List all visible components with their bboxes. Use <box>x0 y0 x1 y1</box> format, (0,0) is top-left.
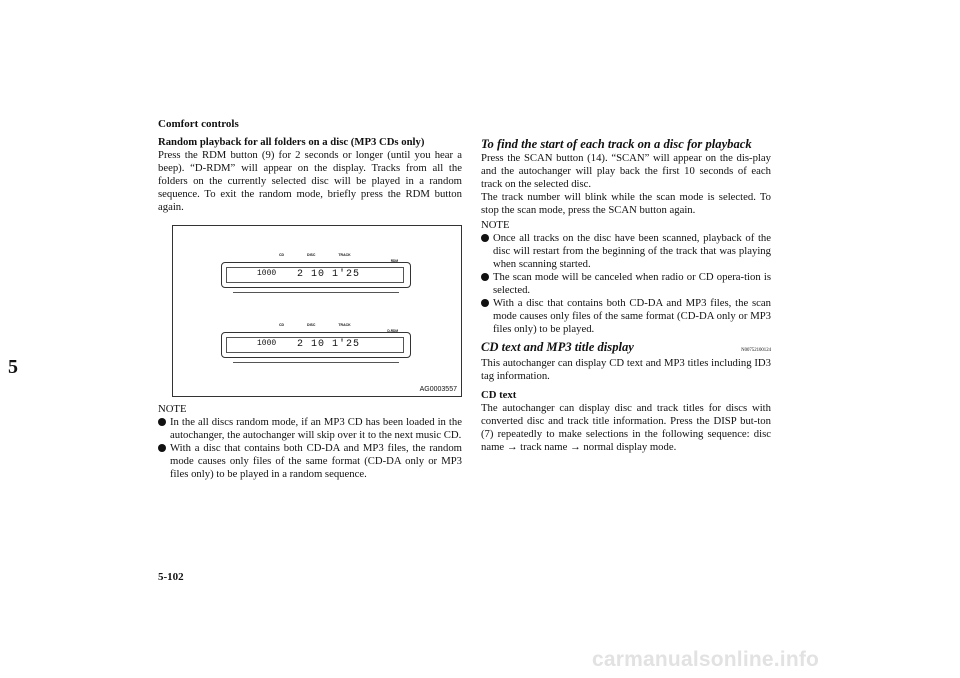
note-text: In the all discs random mode, if an MP3 CD has been loaded in the autochanger, the autochanger will skip over it to the next music CD. <box>170 416 462 441</box>
display-screen <box>221 259 411 288</box>
note-item <box>170 442 462 481</box>
note-label: NOTE <box>158 403 187 415</box>
scan-body-2: The track number will blink while the scan mode is selected. To stop the scan mode, press the SCAN button again. <box>481 191 771 216</box>
random-body: Press the RDM button (9) for 2 seconds or longer (until you hear a beep). “D-RDM” will appear on the display. Tracks from all the folders on the currently selected disc will be played in a random sequence. To exit the random mode, briefly press the RDM button again. <box>158 149 462 213</box>
display-left-text: 1000 <box>257 339 277 348</box>
display-panel-rdm <box>221 253 411 298</box>
right-column <box>481 137 771 454</box>
display-tabs <box>279 253 373 257</box>
random-heading: Random playback for all folders on a disc (MP3 CDs only) <box>158 136 425 148</box>
bullet-icon <box>481 299 489 307</box>
note-text: With a disc that contains both CD-DA and MP3 files, the scan mode causes only files of the same format (CD-DA only or MP3 files only) to be played. <box>493 297 771 335</box>
note-item <box>493 232 771 271</box>
cdtext-subheading: CD text <box>481 389 517 401</box>
note-text: The scan mode will be canceled when radio or CD opera-tion is selected. <box>493 271 771 296</box>
note-item <box>493 297 771 336</box>
cdtext-sub-body: The autochanger can display disc and track titles for discs with converted disc and track title information. Press the DISP but-ton (7) repeatedly to make selections in the following sequence: disc name → track name → normal display mode. <box>481 402 771 453</box>
display-screen <box>221 329 411 358</box>
display-segments: 2 10 1'25 <box>297 339 361 350</box>
section-code: N00752100124 <box>741 348 771 353</box>
display-inner <box>226 267 404 283</box>
display-panel-d-rdm <box>221 323 411 368</box>
tab-track-label: TRACK <box>338 323 351 327</box>
display-figure <box>172 225 462 397</box>
display-base-line <box>233 292 399 293</box>
display-base-line <box>233 362 399 363</box>
bullet-icon <box>158 444 166 452</box>
mode-tag: D-RDM <box>387 329 398 333</box>
note-text: With a disc that contains both CD-DA and MP3 files, the random mode causes only files of the same format (CD-DA only or MP3 files only) to be played in a random sequence. <box>170 442 462 480</box>
cdtext-heading: CD text and MP3 title display <box>481 340 634 354</box>
display-left-text: 1000 <box>257 269 277 278</box>
cdtext-heading-row <box>481 340 771 357</box>
watermark: carmanualsonline.info <box>592 648 820 671</box>
display-inner <box>226 337 404 353</box>
scan-body-1: Press the SCAN button (14). “SCAN” will appear on the dis-play and the autochanger will play back the first 10 seconds of each track on the selected disc. <box>481 152 771 190</box>
cdtext-body: This autochanger can display CD text and MP3 titles including ID3 tag information. <box>481 357 771 382</box>
bullet-icon <box>481 273 489 281</box>
scan-heading: To find the start of each track on a disc for playback <box>481 137 752 151</box>
chapter-tab: 5 <box>8 356 18 378</box>
mode-tag: RDM <box>390 259 398 263</box>
note-text: Once all tracks on the disc have been scanned, playback of the disc will restart from the beginning of the track that was playing when scanning started. <box>493 232 771 270</box>
bullet-icon <box>158 418 166 426</box>
note-item <box>493 271 771 297</box>
figure-label: AG0003557 <box>419 386 457 393</box>
running-header: Comfort controls <box>158 118 239 130</box>
tab-disc-label: DISC <box>307 253 316 257</box>
left-notes <box>158 403 462 481</box>
note-item <box>170 416 462 442</box>
tab-disc-label: DISC <box>307 323 316 327</box>
note-label: NOTE <box>481 219 510 231</box>
tab-cd-label: CD <box>279 323 285 327</box>
display-tabs <box>279 323 373 327</box>
page-number: 5-102 <box>158 571 184 583</box>
display-segments: 2 10 1'25 <box>297 269 361 280</box>
left-column-intro <box>158 136 462 214</box>
tab-track-label: TRACK <box>338 253 351 257</box>
bullet-icon <box>481 234 489 242</box>
tab-cd-label: CD <box>279 253 285 257</box>
